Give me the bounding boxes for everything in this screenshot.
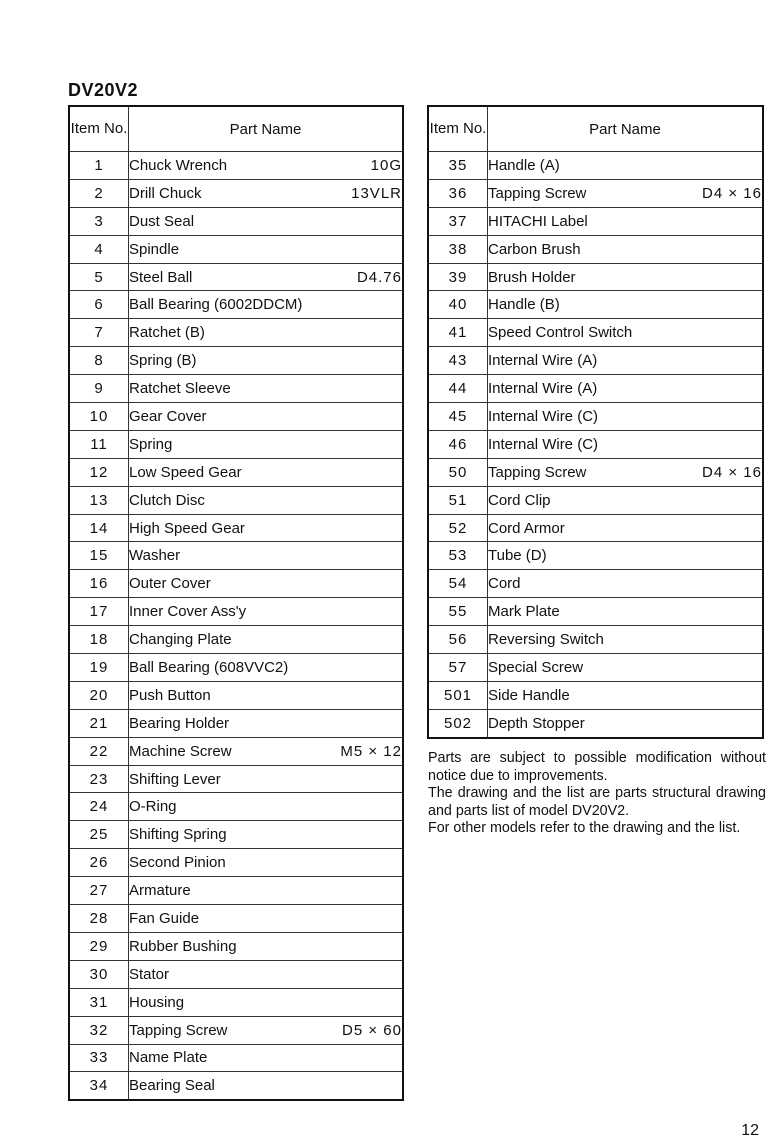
part-name-cell <box>129 375 404 403</box>
table-row <box>428 681 763 709</box>
item-no-cell: 45 <box>428 403 488 431</box>
part-name-wrap <box>488 520 762 537</box>
part-name: Inner Cover Ass'y <box>129 603 247 621</box>
notes-block <box>428 750 766 838</box>
part-name-wrap <box>129 743 402 760</box>
part-name-wrap <box>488 715 762 732</box>
part-name-wrap <box>488 408 762 425</box>
part-spec: D4.76 <box>356 268 402 286</box>
part-name: Housing <box>129 993 185 1011</box>
table-row <box>428 152 763 180</box>
part-name-cell <box>488 179 764 207</box>
table-row <box>69 681 403 709</box>
item-no-cell: 33 <box>69 1044 129 1072</box>
part-name-wrap <box>488 352 762 369</box>
part-name: Gear Cover <box>129 407 207 425</box>
part-name-header: Part Name <box>129 106 404 152</box>
part-name-wrap <box>488 157 762 174</box>
table-row <box>428 458 763 486</box>
part-name: Reversing Switch <box>488 631 604 649</box>
item-no-cell: 54 <box>428 570 488 598</box>
part-name: High Speed Gear <box>129 519 245 537</box>
part-name: O-Ring <box>129 798 177 816</box>
table-row <box>69 542 403 570</box>
table-row <box>428 235 763 263</box>
part-spec: M5 × 12 <box>340 742 402 760</box>
part-name-wrap <box>488 436 762 453</box>
part-name-wrap <box>129 938 402 955</box>
part-name: Washer <box>129 547 181 565</box>
part-name: Name Plate <box>129 1049 208 1067</box>
table-row <box>69 654 403 682</box>
part-name: Speed Control Switch <box>488 324 633 342</box>
part-name-cell <box>129 179 404 207</box>
item-no-cell: 10 <box>69 403 129 431</box>
item-no-cell: 50 <box>428 458 488 486</box>
part-name: Cord Armor <box>488 519 565 537</box>
table-row <box>69 765 403 793</box>
table-row <box>69 375 403 403</box>
part-spec: D4 × 16 <box>702 463 762 481</box>
part-name: Fan Guide <box>129 909 200 927</box>
part-name-cell <box>129 737 404 765</box>
part-name-cell <box>488 570 764 598</box>
table-row <box>69 932 403 960</box>
table-row <box>69 709 403 737</box>
table-row <box>69 347 403 375</box>
table-row <box>428 570 763 598</box>
part-name-wrap <box>129 631 402 648</box>
table-header-row <box>428 106 763 152</box>
table-row <box>69 570 403 598</box>
table-row <box>69 207 403 235</box>
part-name-cell <box>129 765 404 793</box>
item-no-cell: 20 <box>69 681 129 709</box>
table-row <box>428 291 763 319</box>
table-row <box>69 1072 403 1100</box>
part-name-cell <box>129 235 404 263</box>
part-name-cell <box>129 626 404 654</box>
part-name-wrap <box>129 1049 402 1066</box>
item-no-cell: 38 <box>428 235 488 263</box>
part-name-wrap <box>129 854 402 871</box>
item-no-cell: 19 <box>69 654 129 682</box>
part-name-cell <box>129 263 404 291</box>
part-name-wrap <box>129 994 402 1011</box>
item-no-cell: 43 <box>428 347 488 375</box>
part-name-cell <box>129 654 404 682</box>
part-name-wrap <box>129 910 402 927</box>
table-row <box>428 486 763 514</box>
note-paragraph: The drawing and the list are parts structural drawing and parts list of model DV20V2. <box>428 785 766 819</box>
table-row <box>69 403 403 431</box>
table-header-row <box>69 106 403 152</box>
part-name: Shifting Lever <box>129 770 221 788</box>
part-name: Depth Stopper <box>488 714 585 732</box>
item-no-cell: 28 <box>69 905 129 933</box>
part-name-cell <box>129 291 404 319</box>
table-row <box>69 960 403 988</box>
item-no-cell: 30 <box>69 960 129 988</box>
table-row <box>69 821 403 849</box>
item-no-cell: 34 <box>69 1072 129 1100</box>
item-no-cell: 51 <box>428 486 488 514</box>
part-name: Spring <box>129 435 173 453</box>
part-name-wrap <box>129 771 402 788</box>
table-row <box>69 235 403 263</box>
item-no-cell: 44 <box>428 375 488 403</box>
part-name-wrap <box>488 380 762 397</box>
part-name: Carbon Brush <box>488 240 581 258</box>
part-name-cell <box>129 514 404 542</box>
part-name: Handle (B) <box>488 296 560 314</box>
part-name-wrap <box>488 241 762 258</box>
part-name-cell <box>129 598 404 626</box>
part-name-cell <box>129 681 404 709</box>
part-name-cell <box>129 849 404 877</box>
table-row <box>428 654 763 682</box>
part-name: Low Speed Gear <box>129 463 242 481</box>
part-name: Ratchet (B) <box>129 324 205 342</box>
part-name-wrap <box>129 659 402 676</box>
part-name-cell <box>129 709 404 737</box>
part-name: Internal Wire (C) <box>488 407 599 425</box>
part-name: Bearing Holder <box>129 714 230 732</box>
item-no-cell: 502 <box>428 709 488 737</box>
part-name-wrap <box>129 966 402 983</box>
item-no-cell: 31 <box>69 988 129 1016</box>
part-name-wrap <box>129 798 402 815</box>
item-no-cell: 55 <box>428 598 488 626</box>
part-name-wrap <box>129 1022 402 1039</box>
part-name-cell <box>488 486 764 514</box>
part-name-cell <box>129 905 404 933</box>
part-name-wrap <box>488 492 762 509</box>
part-name: Internal Wire (C) <box>488 435 599 453</box>
item-no-cell: 2 <box>69 179 129 207</box>
part-name-cell <box>488 207 764 235</box>
part-name: Tapping Screw <box>129 1021 228 1039</box>
note-paragraph: For other models refer to the drawing and the list. <box>428 820 741 836</box>
table-row <box>428 347 763 375</box>
table-row <box>69 793 403 821</box>
part-name-cell <box>488 598 764 626</box>
part-name-wrap <box>129 157 402 174</box>
item-no-cell: 23 <box>69 765 129 793</box>
table-row <box>69 905 403 933</box>
item-no-cell: 22 <box>69 737 129 765</box>
part-name-cell <box>129 542 404 570</box>
table-row <box>428 207 763 235</box>
part-name: Ball Bearing (6002DDCM) <box>129 296 303 314</box>
part-name-cell <box>488 654 764 682</box>
table-row <box>428 542 763 570</box>
part-name: Cord <box>488 575 521 593</box>
part-name-wrap <box>129 380 402 397</box>
part-spec: 10G <box>370 156 402 174</box>
item-no-cell: 39 <box>428 263 488 291</box>
item-no-cell: 18 <box>69 626 129 654</box>
part-name-cell <box>129 877 404 905</box>
part-name: Armature <box>129 882 191 900</box>
part-name-wrap <box>488 464 762 481</box>
table-row <box>69 319 403 347</box>
item-no-cell: 1 <box>69 152 129 180</box>
part-name-wrap <box>488 547 762 564</box>
item-no-cell: 32 <box>69 1016 129 1044</box>
item-no-cell: 41 <box>428 319 488 347</box>
table-row <box>69 514 403 542</box>
part-name: Side Handle <box>488 686 570 704</box>
part-name: Chuck Wrench <box>129 156 228 174</box>
part-name: Drill Chuck <box>129 184 202 202</box>
table-row <box>69 988 403 1016</box>
part-name-cell <box>129 458 404 486</box>
part-name-wrap <box>488 659 762 676</box>
parts-table-left-body <box>69 152 403 1101</box>
part-name-wrap <box>488 575 762 592</box>
item-no-cell: 5 <box>69 263 129 291</box>
part-spec: D5 × 60 <box>342 1021 402 1039</box>
part-name: Bearing Seal <box>129 1077 215 1095</box>
part-name: Rubber Bushing <box>129 937 237 955</box>
table-row <box>428 179 763 207</box>
table-row <box>69 737 403 765</box>
item-no-cell: 4 <box>69 235 129 263</box>
part-name: Special Screw <box>488 658 584 676</box>
part-name-cell <box>129 207 404 235</box>
part-spec: D4 × 16 <box>702 184 762 202</box>
part-name-cell <box>129 347 404 375</box>
part-name-header: Part Name <box>488 106 764 152</box>
part-name: HITACHI Label <box>488 212 588 230</box>
item-no-cell: 3 <box>69 207 129 235</box>
part-name: Handle (A) <box>488 156 560 174</box>
item-no-cell: 52 <box>428 514 488 542</box>
part-name-wrap <box>488 213 762 230</box>
part-name-wrap <box>129 408 402 425</box>
item-no-cell: 36 <box>428 179 488 207</box>
part-name: Steel Ball <box>129 268 193 286</box>
item-no-cell: 26 <box>69 849 129 877</box>
part-name-wrap <box>488 687 762 704</box>
part-name-wrap <box>129 1077 402 1094</box>
table-row <box>69 1044 403 1072</box>
part-name: Push Button <box>129 686 211 704</box>
item-no-cell: 21 <box>69 709 129 737</box>
model-title: DV20V2 <box>68 80 139 100</box>
part-name: Ball Bearing (608VVC2) <box>129 658 289 676</box>
part-name: Machine Screw <box>129 742 232 760</box>
item-no-cell: 25 <box>69 821 129 849</box>
part-name-wrap <box>129 352 402 369</box>
table-row <box>69 152 403 180</box>
part-name: Tube (D) <box>488 547 547 565</box>
item-no-cell: 12 <box>69 458 129 486</box>
part-name-cell <box>488 681 764 709</box>
note-paragraph: Parts are subject to possible modification without notice due to improvements. <box>428 750 766 784</box>
part-name: Stator <box>129 965 170 983</box>
parts-table-right-body <box>428 152 763 738</box>
part-name-cell <box>129 1072 404 1100</box>
table-row <box>69 626 403 654</box>
table-row <box>428 598 763 626</box>
part-name-cell <box>488 709 764 737</box>
part-name-cell <box>129 430 404 458</box>
part-name: Dust Seal <box>129 212 195 230</box>
table-row <box>69 877 403 905</box>
part-name-wrap <box>488 603 762 620</box>
part-name: Brush Holder <box>488 268 576 286</box>
part-name: Cord Clip <box>488 491 551 509</box>
item-no-cell: 27 <box>69 877 129 905</box>
part-name-cell <box>488 291 764 319</box>
item-no-header: Item No. <box>428 106 488 152</box>
part-name-wrap <box>488 324 762 341</box>
part-name-wrap <box>488 185 762 202</box>
table-row <box>69 291 403 319</box>
part-name-wrap <box>129 324 402 341</box>
part-name-cell <box>488 458 764 486</box>
table-row <box>428 319 763 347</box>
part-name-cell <box>129 960 404 988</box>
part-name: Changing Plate <box>129 631 232 649</box>
part-name-cell <box>129 486 404 514</box>
item-no-cell: 29 <box>69 932 129 960</box>
part-name-cell <box>129 1044 404 1072</box>
item-no-cell: 57 <box>428 654 488 682</box>
item-no-cell: 13 <box>69 486 129 514</box>
table-row <box>428 430 763 458</box>
part-name-wrap <box>129 547 402 564</box>
part-name-cell <box>488 626 764 654</box>
part-name-wrap <box>129 520 402 537</box>
part-name-wrap <box>488 296 762 313</box>
part-name: Mark Plate <box>488 603 560 621</box>
part-name-cell <box>129 152 404 180</box>
part-name-cell <box>129 403 404 431</box>
part-name-wrap <box>129 492 402 509</box>
item-no-cell: 17 <box>69 598 129 626</box>
item-no-cell: 35 <box>428 152 488 180</box>
part-name-wrap <box>129 464 402 481</box>
item-no-cell: 11 <box>69 430 129 458</box>
part-name: Spindle <box>129 240 180 258</box>
item-no-cell: 14 <box>69 514 129 542</box>
part-spec: 13VLR <box>351 184 402 202</box>
item-no-cell: 8 <box>69 347 129 375</box>
part-name-cell <box>488 319 764 347</box>
table-row <box>69 179 403 207</box>
item-no-header: Item No. <box>69 106 129 152</box>
table-row <box>69 263 403 291</box>
part-name-wrap <box>129 603 402 620</box>
item-no-cell: 37 <box>428 207 488 235</box>
item-no-cell: 53 <box>428 542 488 570</box>
table-row <box>69 486 403 514</box>
part-name: Spring (B) <box>129 352 197 370</box>
part-name-wrap <box>129 241 402 258</box>
item-no-cell: 24 <box>69 793 129 821</box>
part-name-cell <box>129 988 404 1016</box>
table-row <box>428 626 763 654</box>
item-no-cell: 15 <box>69 542 129 570</box>
part-name-wrap <box>129 826 402 843</box>
part-name-wrap <box>129 213 402 230</box>
table-row <box>69 598 403 626</box>
item-no-cell: 6 <box>69 291 129 319</box>
part-name-cell <box>488 542 764 570</box>
part-name-cell <box>488 375 764 403</box>
item-no-cell: 7 <box>69 319 129 347</box>
page-number: 12 <box>741 1122 759 1139</box>
parts-table-right <box>427 105 764 739</box>
table-row <box>428 263 763 291</box>
part-name-cell <box>129 319 404 347</box>
table-row <box>428 375 763 403</box>
item-no-cell: 40 <box>428 291 488 319</box>
table-row <box>69 849 403 877</box>
part-name-cell <box>488 403 764 431</box>
part-name: Ratchet Sleeve <box>129 380 231 398</box>
parts-table-left <box>68 105 404 1101</box>
part-name-cell <box>488 152 764 180</box>
item-no-cell: 46 <box>428 430 488 458</box>
part-name-cell <box>488 347 764 375</box>
table-row <box>428 514 763 542</box>
part-name-wrap <box>129 185 402 202</box>
part-name-cell <box>488 263 764 291</box>
part-name-wrap <box>129 687 402 704</box>
table-row <box>428 403 763 431</box>
part-name-cell <box>488 235 764 263</box>
part-name-wrap <box>488 631 762 648</box>
part-name: Internal Wire (A) <box>488 380 598 398</box>
part-name: Second Pinion <box>129 854 226 872</box>
part-name-wrap <box>129 296 402 313</box>
table-row <box>69 458 403 486</box>
part-name-wrap <box>129 715 402 732</box>
part-name-wrap <box>129 575 402 592</box>
part-name-wrap <box>488 269 762 286</box>
part-name-cell <box>129 1016 404 1044</box>
part-name-wrap <box>129 882 402 899</box>
part-name: Shifting Spring <box>129 826 227 844</box>
part-name-cell <box>129 932 404 960</box>
item-no-cell: 501 <box>428 681 488 709</box>
part-name-cell <box>488 514 764 542</box>
part-name: Clutch Disc <box>129 491 205 509</box>
part-name-wrap <box>129 269 402 286</box>
part-name-cell <box>488 430 764 458</box>
part-name-cell <box>129 793 404 821</box>
part-name-cell <box>129 821 404 849</box>
item-no-cell: 16 <box>69 570 129 598</box>
part-name-wrap <box>129 436 402 453</box>
part-name: Internal Wire (A) <box>488 352 598 370</box>
table-row <box>69 1016 403 1044</box>
table-row <box>428 709 763 737</box>
part-name: Tapping Screw <box>488 184 587 202</box>
part-name: Tapping Screw <box>488 463 587 481</box>
item-no-cell: 56 <box>428 626 488 654</box>
table-row <box>69 430 403 458</box>
item-no-cell: 9 <box>69 375 129 403</box>
part-name: Outer Cover <box>129 575 211 593</box>
part-name-cell <box>129 570 404 598</box>
